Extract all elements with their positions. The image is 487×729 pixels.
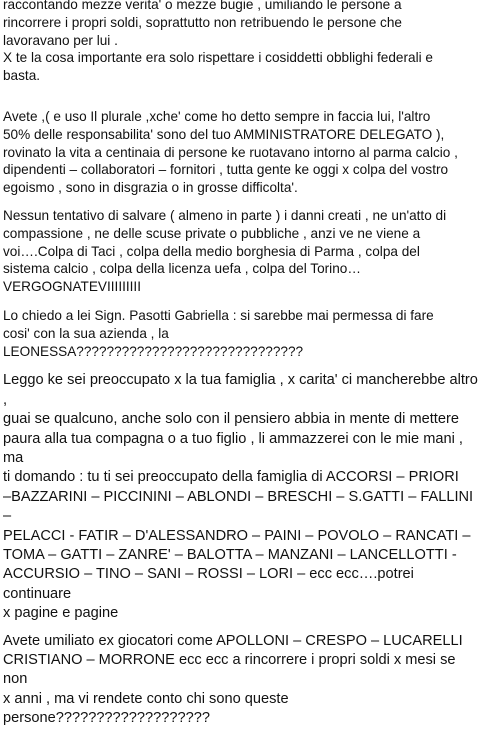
post-paragraph-responsibility: Avete ,( e uso Il plurale ,xche' come ho detto sempre in faccia lui, l'altro 50% delle responsabilita' sono del tuo AMMINISTRATORE DELEGATO ), rovinato la vita a centinaia di persone ke ruotavano intorno al parma calcio , dipendenti – collaboratori – fornitori , tutta gente ke oggi x colpa del vostro egoismo , sono in disgrazia o in grosse difficolta'. bbox=[3, 108, 458, 196]
post-paragraph-families: Leggo ke sei preoccupato x la tua famiglia , x carita' ci mancherebbe altro , guai se qualcuno, anche solo con il pensiero abbia in mente di mettere paura alla tua compagna o a tuo figlio , li ammazzerei con le mie mani , ma ti domando : tu ti sei preoccupato della famiglia di ACCORSI – PRIORI –BAZZARINI – PICCININI – ABLONDI – BRESCHI – S.GATTI – FALLINI – PELACCI - FATIR – D'ALESSANDRO – PAINI – POVOLO – RANCATI – TOMA – GATTI – ZANRE' – BALOTTA – MANZANI – LANCELLOTTI - ACCURSIO – TINO – SANI – ROSSI – LORI – ecc ecc….potrei continuare x pagine e pagine bbox=[3, 372, 478, 622]
post-paragraph-no-attempt: Nessun tentativo di salvare ( almeno in parte ) i danni creati , ne un'atto di compassione , ne delle scuse private o pubbliche , anzi ve ne viene a voi….Colpa di Taci , colpa della medio borghesia di Parma , colpa del sistema calcio , colpa della licenza uefa , colpa del Torino… VERGOGNATEVIIIIIIIII bbox=[3, 207, 447, 295]
post-body bbox=[3, 0, 483, 729]
post-paragraph-intro: raccontando mezze verita' o mezze bugie , umiliando le persone a rincorrere i propri soldi, soprattutto non retribuendo le persone che lavoravano per lui . X te la cosa importante era solo rispettare i cosiddetti obblighi federali e basta. bbox=[3, 0, 433, 84]
post-paragraph-players: Avete umiliato ex giocatori come APOLLONI – CRESPO – LUCARELLI CRISTIANO – MORRONE ecc ecc a rincorrere i propri soldi x mesi se non x anni , ma vi rendete conto chi sono queste persone??????????????????? bbox=[3, 632, 463, 727]
post-paragraph-question-pasotti: Lo chiedo a lei Sign. Pasotti Gabriella : si sarebbe mai permessa di fare cosi' con la sua azienda , la LEONESSA?????????????????????????????? bbox=[3, 307, 434, 359]
